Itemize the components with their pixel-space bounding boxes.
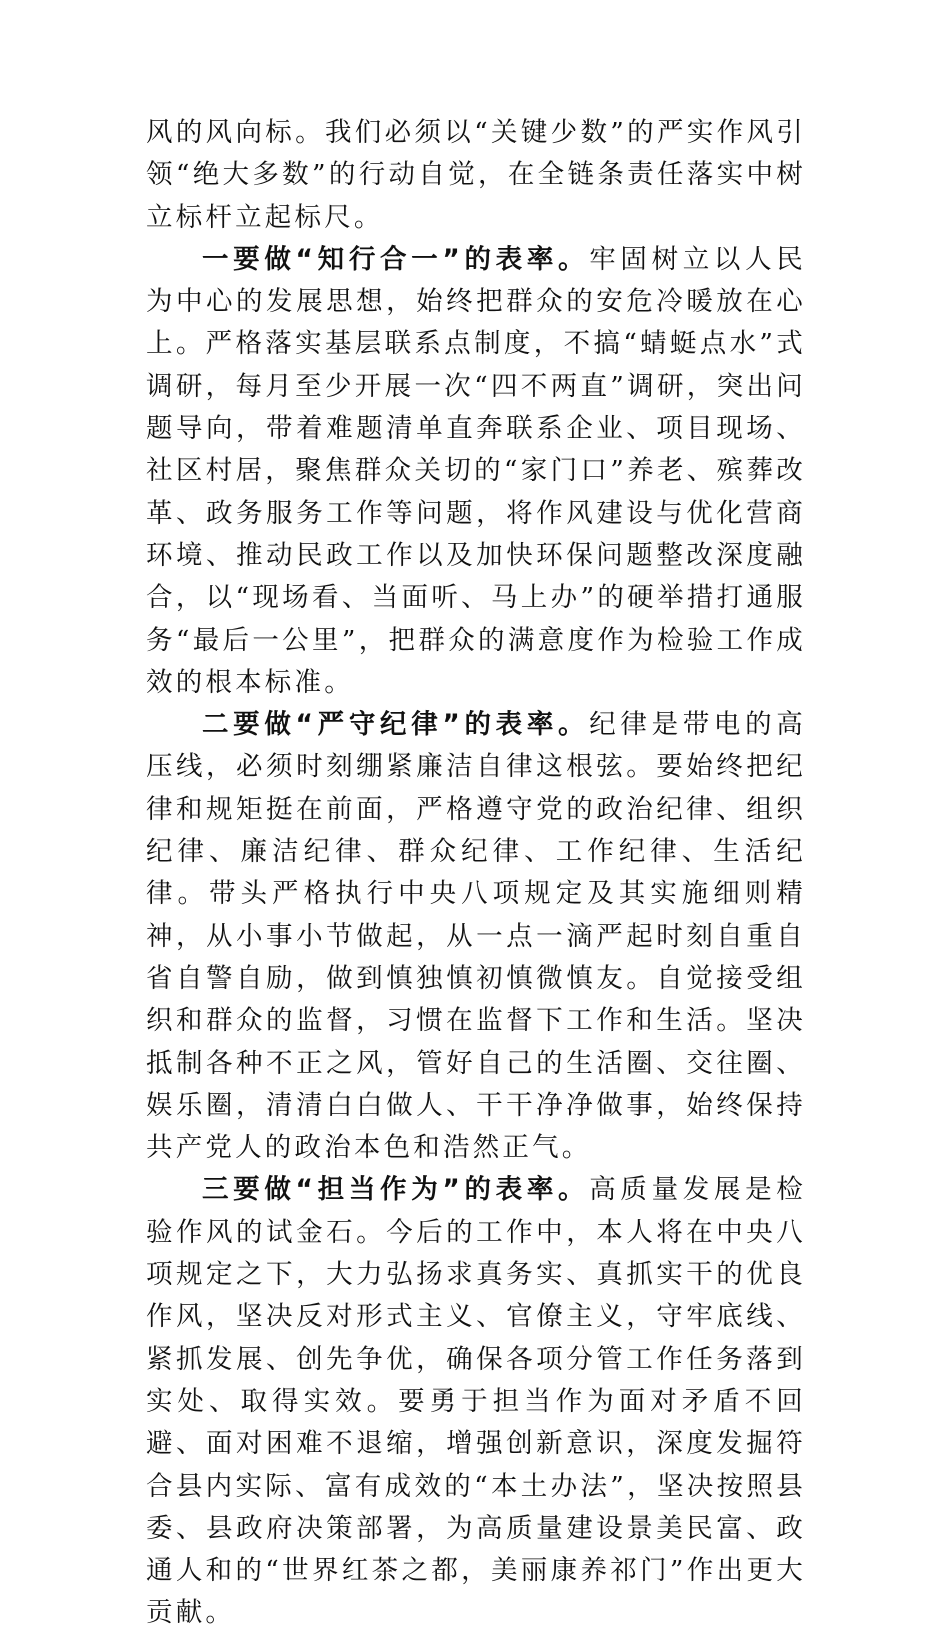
paragraph-text: 纪律是带电的高压线，必须时刻绷紧廉洁自律这根弦。要始终把纪律和规矩挺在前面，严格遵守党的政治纪律、组织纪律、廉洁纪律、群众纪律、工作纪律、生活纪律。带头严格执行中央八项规定及其实施细则精神，从小事小节做起，从一点一滴严起时刻自重自省自警自励，做到慎独慎初慎微慎友。自觉接受组织和群众的监督，习惯在监督下工作和生活。坚决抵制各种不正之风，管好自己的生活圈、交往圈、娱乐圈，清清白白做人、干干净净做事，始终保持共产党人的政治本色和浩然正气。 xyxy=(146,709,806,1164)
paragraph-lead-heading: 二要做“严守纪律”的表率。 xyxy=(202,709,590,741)
paragraph-lead-heading: 一要做“知行合一”的表率。 xyxy=(202,243,590,275)
paragraph-text: 高质量发展是检验作风的试金石。今后的工作中，本人将在中央八项规定之下，大力弘扬求真务实、真抓实干的优良作风，坚决反对形式主义、官僚主义，守牢底线、紧抓发展、创先争优，确保各项分管工作任务落到实处、取得实效。要勇于担当作为面对矛盾不回避、面对困难不退缩，增强创新意识，深度发掘符合县内实际、富有成效的“本土办法”，坚决按照县委、县政府决策部署，为高质量建设景美民富、政通人和的“世界红茶之都，美丽康养祁门”作出更大贡献。 xyxy=(146,1174,806,1629)
paragraph-dandang-zuowei xyxy=(146,1169,806,1634)
paragraph-lead-heading: 三要做“担当作为”的表率。 xyxy=(202,1174,590,1206)
paragraph-zhixing-heyi xyxy=(146,239,806,704)
paragraph-text: 风的风向标。我们必须以“关键少数”的严实作风引领“绝大多数”的行动自觉，在全链条责任落实中树立标杆立起标尺。 xyxy=(146,117,806,233)
paragraph-yanshou-jilv xyxy=(146,704,806,1169)
paragraph-text: 牢固树立以人民为中心的发展思想，始终把群众的安危冷暖放在心上。严格落实基层联系点制度，不搞“蜻蜓点水”式调研，每月至少开展一次“四不两直”调研，突出问题导向，带着难题清单直奔联系企业、项目现场、社区村居，聚焦群众关切的“家门口”养老、殡葬改革、政务服务工作等问题，将作风建设与优化营商环境、推动民政工作以及加快环保问题整改深度融合，以“现场看、当面听、马上办”的硬举措打通服务“最后一公里”，把群众的满意度作为检验工作成效的根本标准。 xyxy=(146,243,806,698)
paragraph-continuation xyxy=(146,112,806,239)
document-page xyxy=(146,112,806,1635)
